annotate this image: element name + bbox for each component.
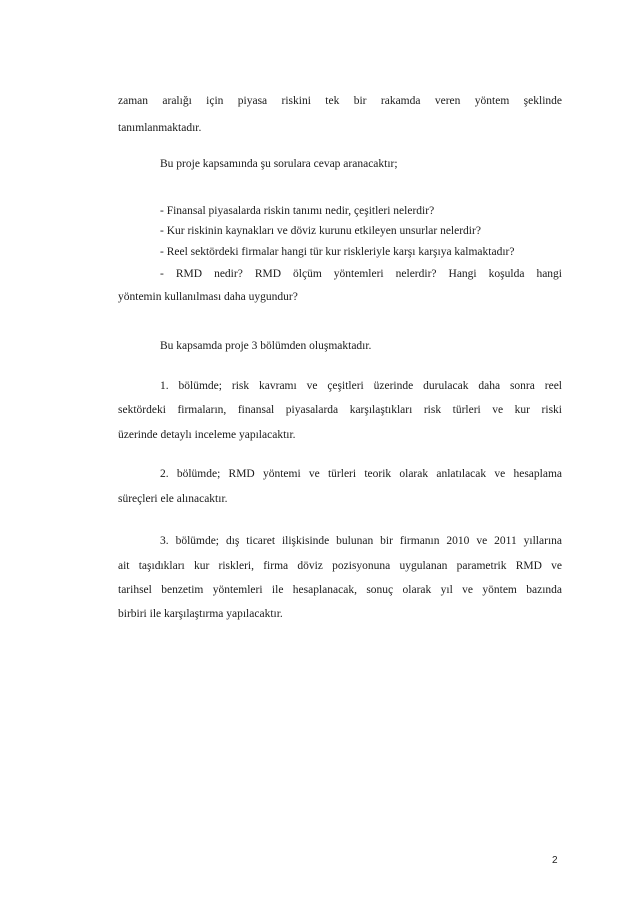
section-3-line-4: birbiri ile karşılaştırma yapılacaktır. [118,608,283,620]
section-1-line-1: 1. bölümde; risk kavramı ve çeşitleri üzerinde durulacak daha sonra reel [160,380,562,392]
section-1-line-3: üzerinde detaylı inceleme yapılacaktır. [118,429,296,441]
questions-intro: Bu proje kapsamında şu sorulara cevap aranacaktır; [160,158,398,170]
intro-line-1: zaman aralığı için piyasa riskini tek bir rakamda veren yöntem şeklinde [118,95,562,107]
question-continuation: yöntemin kullanılması daha uygundur? [118,291,298,303]
page-number: 2 [552,855,558,866]
section-1-line-2: sektördeki firmaların, finansal piyasalarda karşılaştıkları risk türleri ve kur riski [118,404,562,416]
intro-line-2: tanımlanmaktadır. [118,122,202,134]
question-item: - Finansal piyasalarda riskin tanımı nedir, çeşitleri nelerdir? [160,205,435,217]
section-2-line-1: 2. bölümde; RMD yöntemi ve türleri teorik olarak anlatılacak ve hesaplama [160,468,562,480]
sections-intro: Bu kapsamda proje 3 bölümden oluşmaktadır. [160,340,372,352]
question-item: - Kur riskinin kaynakları ve döviz kurunu etkileyen unsurlar nelerdir? [160,225,481,237]
question-item: - Reel sektördeki firmalar hangi tür kur riskleriyle karşı karşıya kalmaktadır? [160,246,515,258]
section-3-line-3: tarihsel benzetim yöntemleri ile hesaplanacak, sonuç olarak yıl ve yöntem bazında [118,584,562,596]
section-3-line-2: ait taşıdıkları kur riskleri, firma döviz pozisyonuna uygulanan parametrik RMD ve [118,560,562,572]
section-3-line-1: 3. bölümde; dış ticaret ilişkisinde bulunan bir firmanın 2010 ve 2011 yıllarına [160,535,562,547]
question-item: - RMD nedir? RMD ölçüm yöntemleri nelerdir? Hangi koşulda hangi [160,268,562,280]
section-2-line-2: süreçleri ele alınacaktır. [118,493,228,505]
